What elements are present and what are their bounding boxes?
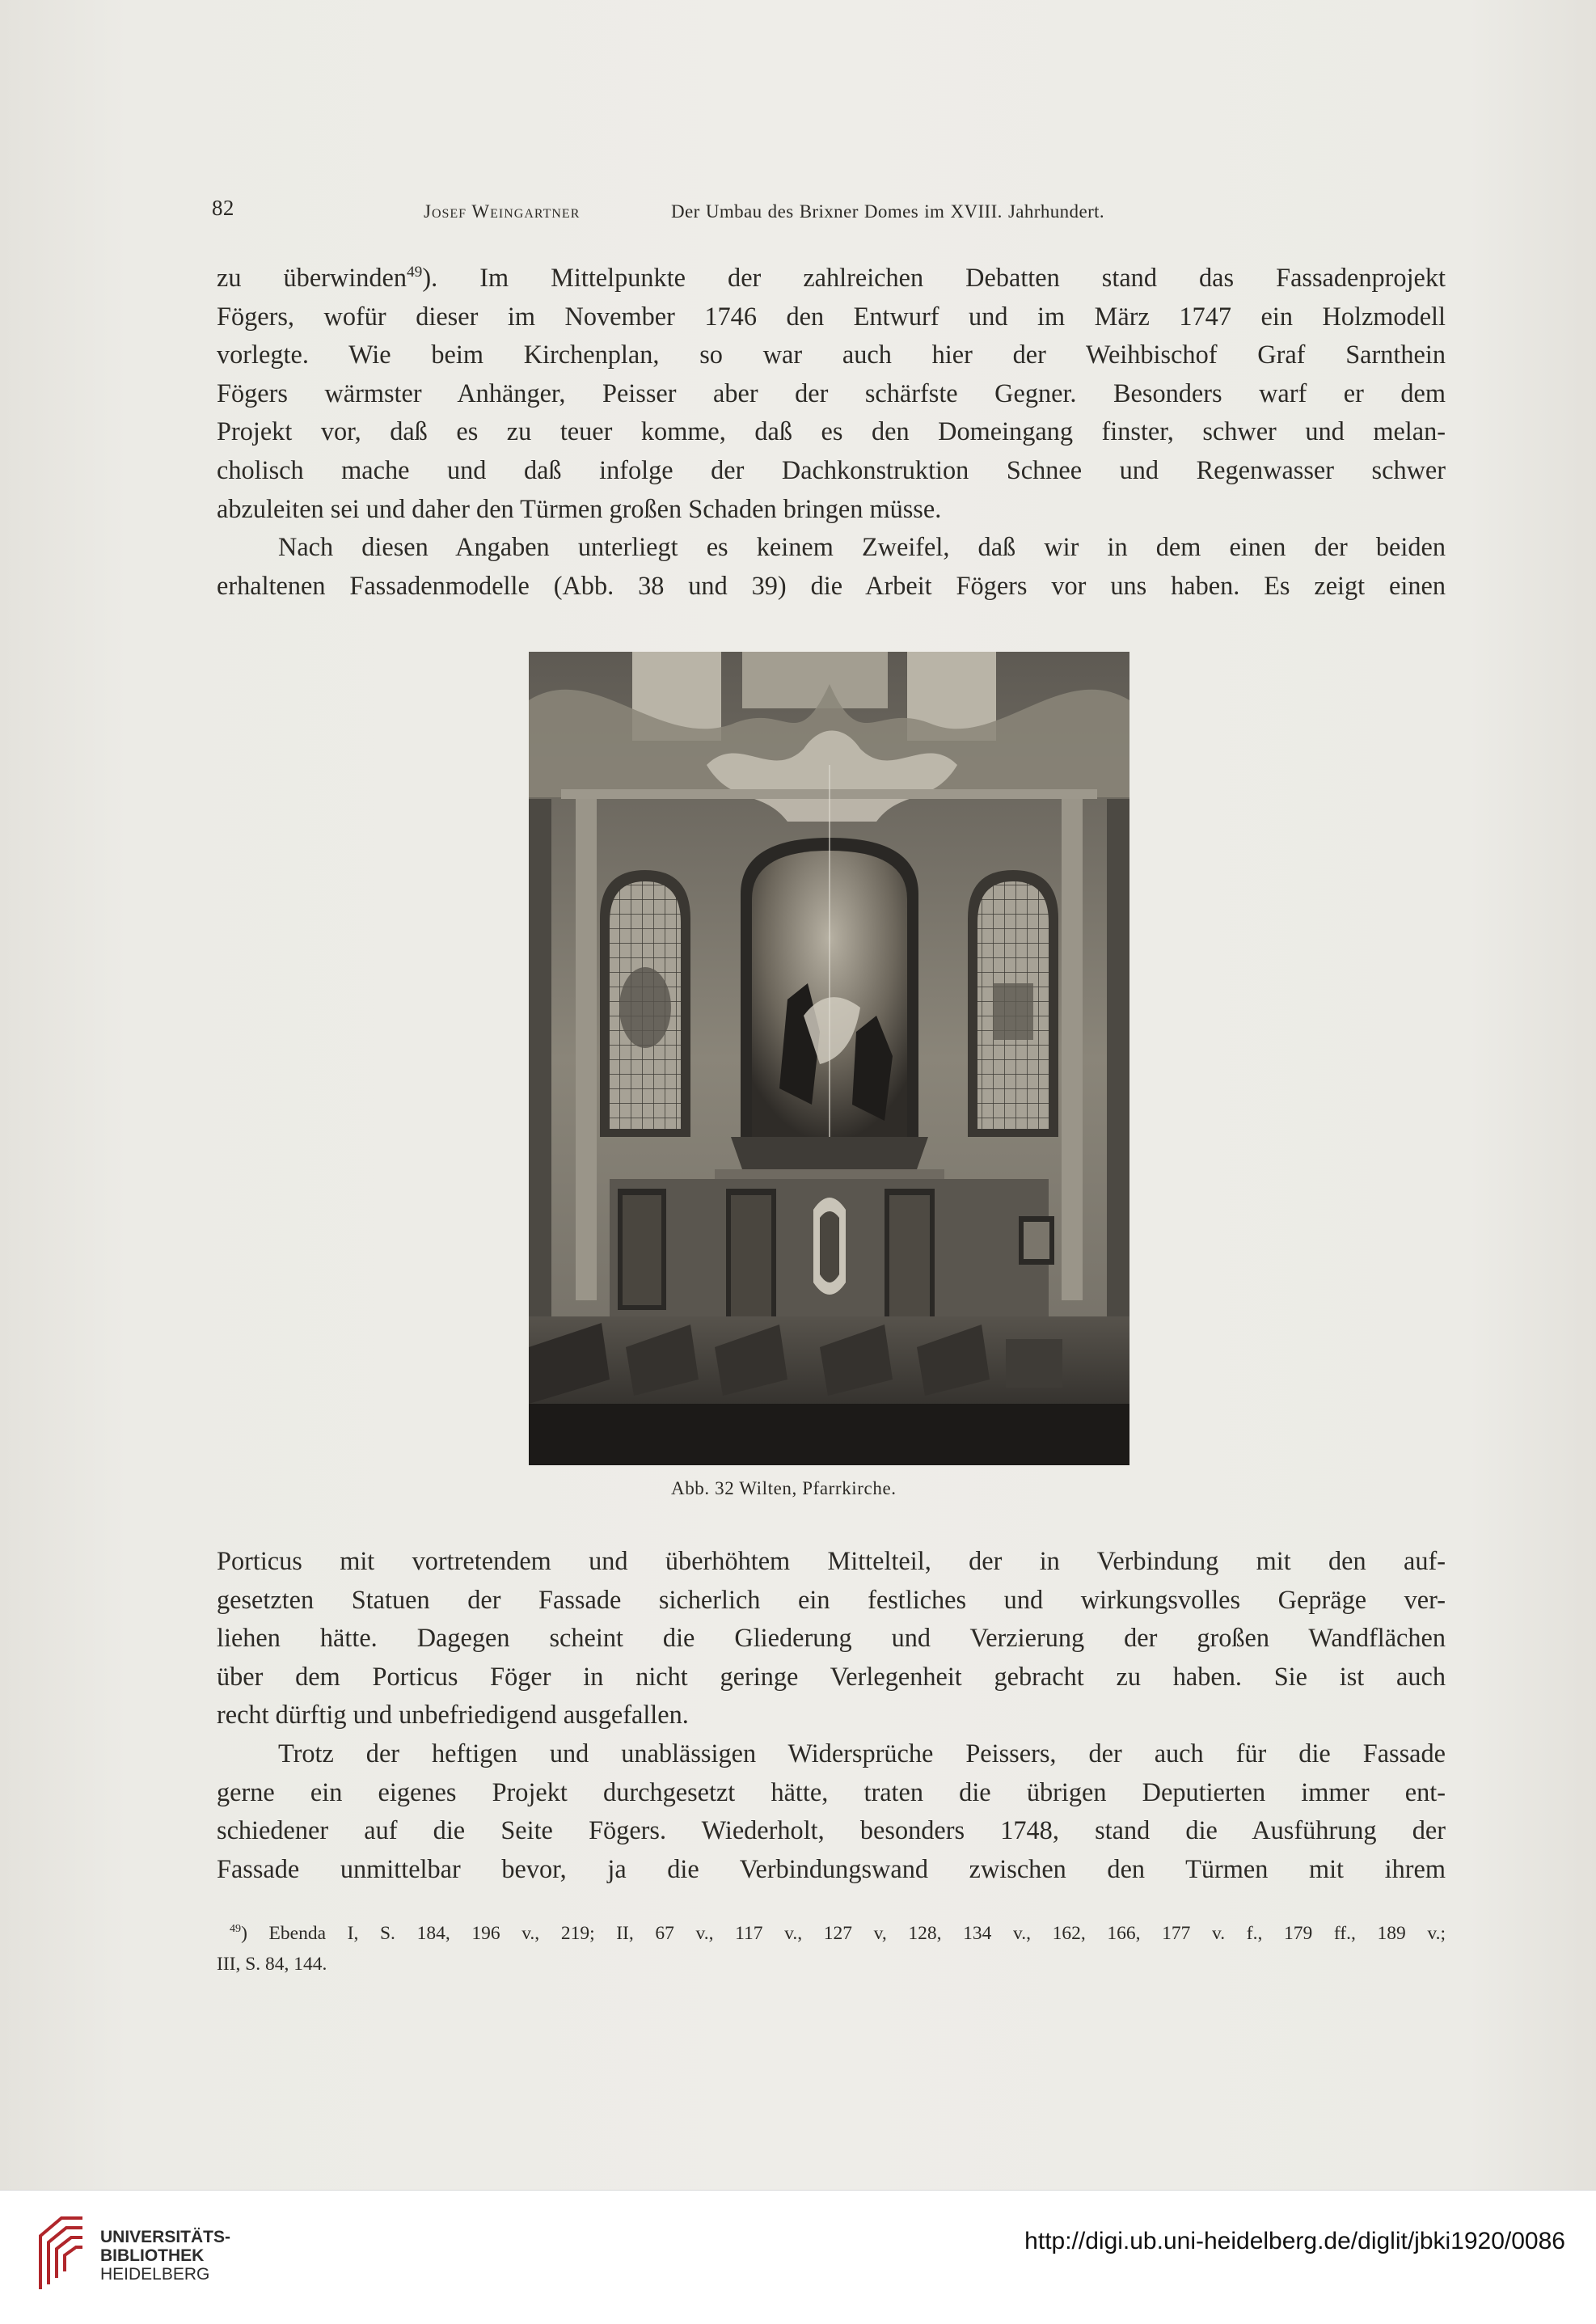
text-line: abzuleiten sei und daher den Türmen großen Schaden bringen müsse. (217, 493, 942, 523)
running-head (212, 196, 1449, 228)
footnote-ref[interactable]: 49 (407, 264, 423, 281)
text-line: Porticus mit vortretendem und überhöhtem Mittelteil, der in Verbindung mit den auf- (217, 1546, 1446, 1575)
permalink-url[interactable]: http://digi.ub.uni-heidelberg.de/diglit/jbki1920/0086 (1024, 2228, 1565, 2254)
footnote-marker: 49 (230, 1922, 242, 1936)
page-number: 82 (212, 196, 234, 220)
library-logo-icon[interactable] (29, 2212, 87, 2292)
figure-caption: Abb. 32 Wilten, Pfarrkirche. (671, 1478, 897, 1498)
header-title: Der Umbau des Brixner Domes im XVIII. Jahrhundert. (671, 201, 1105, 222)
text-line: Fassade unmittelbar bevor, ja die Verbindungswand zwischen den Türmen mit ihrem (217, 1853, 1446, 1883)
text-line: Nach diesen Angaben unterliegt es keinem Zweifel, daß wir in dem einen der beiden (278, 532, 1446, 561)
text-line: erhaltenen Fassadenmodelle (Abb. 38 und 39) die Arbeit Fögers vor uns haben. Es zeigt einen (217, 570, 1446, 600)
text-line: cholisch mache und daß infolge der Dachkonstruktion Schnee und Regenwasser schwer (217, 454, 1446, 484)
paragraph-1 (217, 259, 1446, 528)
footnote-49 (217, 1918, 1446, 1980)
figure-photo-church-altar (529, 652, 1129, 1465)
header-author: Josef Weingartner (424, 201, 581, 222)
footnote-line: III, S. 84, 144. (217, 1954, 327, 1975)
text-line: gerne ein eigenes Projekt durchgesetzt hätte, traten die übrigen Deputierten immer ent- (217, 1777, 1446, 1806)
paragraph-2 (217, 528, 1446, 605)
footnote-line: $^{49}$) Ebenda I, S. 184, 196 v., 219; II, 67 v., 117 v., 127 v, 128, 134 v., 162, 166, 177 v. f., 179 ff., 189 v.; (230, 1922, 1446, 1944)
paragraph-4 (217, 1735, 1446, 1888)
text-line: gesetzten Statuen der Fassade sicherlich ein festliches und wirkungsvolles Gepräge ver- (217, 1584, 1446, 1614)
text-line: liehen hätte. Dagegen scheint die Gliederung und Verzierung der großen Wandflächen (217, 1623, 1446, 1653)
text-line: Fögers, wofür dieser im November 1746 den Entwurf und im März 1747 ein Holzmodell (217, 301, 1446, 331)
library-name-line: BIBLIOTHEK (100, 2246, 205, 2265)
text-line: recht dürftig und unbefriedigend ausgefallen. (217, 1700, 689, 1730)
text-line: Fögers wärmster Anhänger, Peisser aber der schärfste Gegner. Besonders warf er dem (217, 378, 1446, 408)
text-line: zu überwinden$^{49}$). Im Mittelpunkte der zahlreichen Debatten stand das Fassadenprojekt (217, 263, 1446, 292)
paragraph-3 (217, 1542, 1446, 1735)
text-line: Projekt vor, daß es zu teuer komme, daß es den Domeingang finster, schwer und melan- (217, 416, 1446, 446)
library-name-line: HEIDELBERG (100, 2265, 210, 2284)
altar-photograph (529, 652, 1129, 1465)
text-line: Trotz der heftigen und unablässigen Widersprüche Peissers, der auch für die Fassade (278, 1739, 1446, 1768)
text-line: vorlegte. Wie beim Kirchenplan, so war auch hier der Weihbischof Graf Sarnthein (217, 340, 1446, 370)
library-name-line: UNIVERSITÄTS- (100, 2228, 231, 2246)
digitization-footer (0, 2190, 1596, 2324)
library-name (100, 2228, 230, 2284)
text-line: schiedener auf die Seite Fögers. Wiederholt, besonders 1748, stand die Ausführung der (217, 1815, 1446, 1845)
text-line: über dem Porticus Föger in nicht geringe Verlegenheit gebracht zu haben. Sie ist auch (217, 1661, 1446, 1691)
